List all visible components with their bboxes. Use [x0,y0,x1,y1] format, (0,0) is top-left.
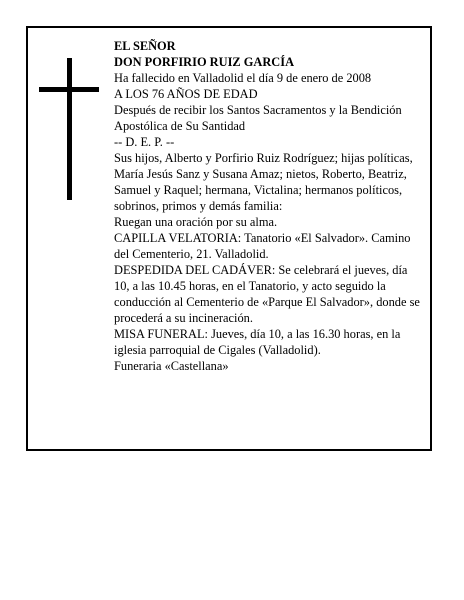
funeral-home: Funeraria «Castellana» [114,359,229,373]
mass-info: MISA FUNERAL: Jueves, día 10, a las 16.30 horas, en la iglesia parroquial de Cigales (Valladolid). [114,327,401,357]
rip-line: -- D. E. P. -- [114,135,175,149]
cross-icon [39,58,99,200]
notice-text [114,38,424,374]
cross-vertical-bar [67,58,72,200]
deceased-name: DON PORFIRIO RUIZ GARCÍA [114,55,295,69]
prayer-request: Ruegan una oración por su alma. [114,215,278,229]
cross-horizontal-bar [39,87,99,92]
farewell-info: DESPEDIDA DEL CADÁVER: Se celebrará el jueves, día 10, a las 10.45 horas, en el Tanatorio, y acto seguido la conducción al Cementerio de «Parque El Salvador», donde se procederá a su incineración. [114,263,420,325]
sacraments: Después de recibir los Santos Sacramentos y la Bendición Apostólica de Su Santidad [114,103,402,133]
chapel-info: CAPILLA VELATORIA: Tanatorio «El Salvador». Camino del Cementerio, 21. Valladolid. [114,231,411,261]
death-info: Ha fallecido en Valladolid el día 9 de enero de 2008 [114,71,372,85]
age: A LOS 76 AÑOS DE EDAD [114,87,258,101]
obituary-notice [26,26,432,451]
title-line-1: EL SEÑOR [114,39,176,53]
family-list: Sus hijos, Alberto y Porfirio Ruiz Rodríguez; hijas políticas, María Jesús Sanz y Susana Amaz; nietos, Roberto, Beatriz, Samuel y Raquel; hermana, Victalina; hermanos políticos, sobrinos, primos y demás familia: [114,151,413,213]
